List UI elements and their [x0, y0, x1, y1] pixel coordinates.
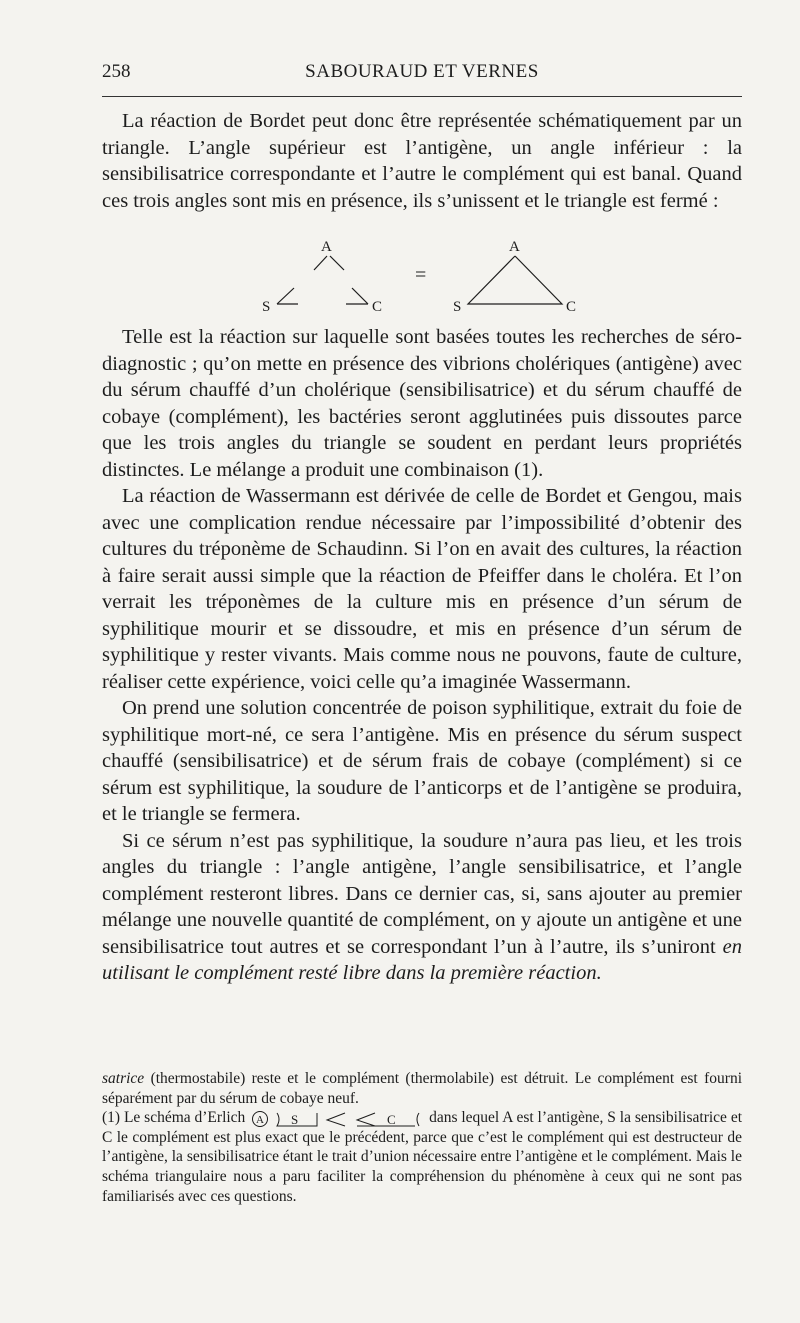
- paragraph-4: On prend une solution concentrée de poison syphilitique, extrait du foie de syphilitique mort-né, ce sera l’antigène. Mis en présence du sérum suspect chauffé (sensibilisatrice) et de sérum frais de cobaye (complément) si ce sérum est syphilitique, la soudure de l’anticorps et de l’antigène se produira, et le triangle se fermera.: [102, 697, 742, 825]
- closed-triangle-label-s: S: [453, 299, 462, 315]
- footnote-continued-italic: satrice: [102, 1070, 145, 1087]
- closed-triangle-label-a: A: [509, 239, 520, 255]
- closed-triangle: [468, 256, 562, 304]
- footnote-continued: [102, 1069, 742, 1108]
- footnote-1: [102, 1108, 742, 1206]
- open-triangle-label-s: S: [262, 299, 271, 315]
- open-triangle-s-diagonal: [277, 288, 294, 304]
- paragraph-2: Telle est la réaction sur laquelle sont basées toutes les recherches de séro-diagnostic ; qu’on mette en présence des vibrions cholériques (antigène) avec du sérum chauffé d’un cholérique (sensibilisatrice) et du sérum chauffé de cobaye (complément), les bactéries seront agglutinées puis dissoutes parce que les trois angles du triangle se soudent en perdant leurs propriétés distinctes. Le mélange a produit une combinaison (1).: [102, 326, 742, 481]
- open-triangle-right-arm: [330, 256, 344, 270]
- equals-sign: =: [415, 264, 427, 286]
- erlich-scheme-c-end: [417, 1113, 419, 1126]
- footnotes: [102, 1069, 742, 1206]
- erlich-scheme-a: A: [256, 1113, 265, 1126]
- triangle-diagram: [102, 232, 742, 324]
- erlich-scheme-right-wedge: [357, 1113, 375, 1126]
- erlich-scheme-s: S: [291, 1111, 299, 1127]
- paragraph-5: [102, 828, 742, 987]
- open-triangle-c-diagonal: [352, 288, 368, 304]
- footnote-1-rest: dans lequel A est l’antigène, S la sensibilisatrice et C le complément est plus exact que le précédent, parce que c’est le complément qui est destructeur de l’antigène, la sensibilisatrice étant le trait d’union nécessaire entre l’antigène et le complément. Mais le schéma triangulaire nous a paru faciliter la compréhension du phénomène à ceux qui ne sont pas familiarisés avec ces questions.: [102, 1109, 742, 1205]
- paragraph-1: La réaction de Bordet peut donc être représentée schématiquement par un triangle. L’angle supérieur est l’antigène, un angle inférieur : la sensibilisatrice correspondante et l’autre le complément qui est banal. Quand ces trois angles sont mis en présence, ils s’unissent et le triangle est fermé :: [102, 110, 742, 212]
- paragraph-5-text: Si ce sérum n’est pas syphilitique, la soudure n’aura pas lieu, et les trois angles du triangle : l’angle antigène, l’angle sensibilisatrice, et l’angle complément resteront libres. Dans ce dernier cas, si, sans ajouter au premier mélange une nouvelle quantité de complément, on y ajoute un antigène et une sensibilisatrice tout autres et se correspondant l’un à l’autre, ils s’uniront: [102, 829, 742, 958]
- triangle-diagram-svg: [102, 232, 742, 324]
- header-rule: [102, 96, 742, 97]
- paragraph-5-italic: en utilisant le complément resté libre dans la première réaction.: [102, 935, 742, 984]
- running-title: SABOURAUD ET VERNES: [305, 61, 539, 82]
- erlich-scheme: [251, 1110, 423, 1128]
- open-triangle-label-c: C: [372, 299, 383, 315]
- paragraph-3: La réaction de Wassermann est dérivée de celle de Bordet et Gengou, mais avec une complication rendue nécessaire par l’impossibilité d’obtenir des cultures du tréponème de Schaudinn. Si l’on en avait des cultures, la réaction à faire serait aussi simple que la réaction de Pfeiffer dans le choléra. Et l’on verrait les tréponèmes de la culture mis en présence d’un sérum de syphilitique mourir et se dissoudre, et mis en présence d’un sérum de syphilitique y rester vivants. Mais comme nous ne pouvons, faute de culture, réaliser cette expérience, voici celle qu’a imaginée Wassermann.: [102, 485, 742, 693]
- closed-triangle-label-c: C: [566, 299, 577, 315]
- erlich-scheme-left-wedge: [327, 1113, 345, 1126]
- page-number: 258: [102, 61, 131, 82]
- page-header: [102, 57, 742, 87]
- open-triangle-label-a: A: [321, 239, 332, 255]
- open-triangle-left-arm: [314, 256, 327, 270]
- footnote-continued-text: (thermostabile) reste et le complément (thermolabile) est détruit. Le complément est fourni séparément par du sérum de cobaye neuf.: [102, 1070, 742, 1107]
- footnote-1-start: (1) Le schéma d’Erlich: [102, 1109, 250, 1127]
- erlich-scheme-c: C: [387, 1111, 396, 1127]
